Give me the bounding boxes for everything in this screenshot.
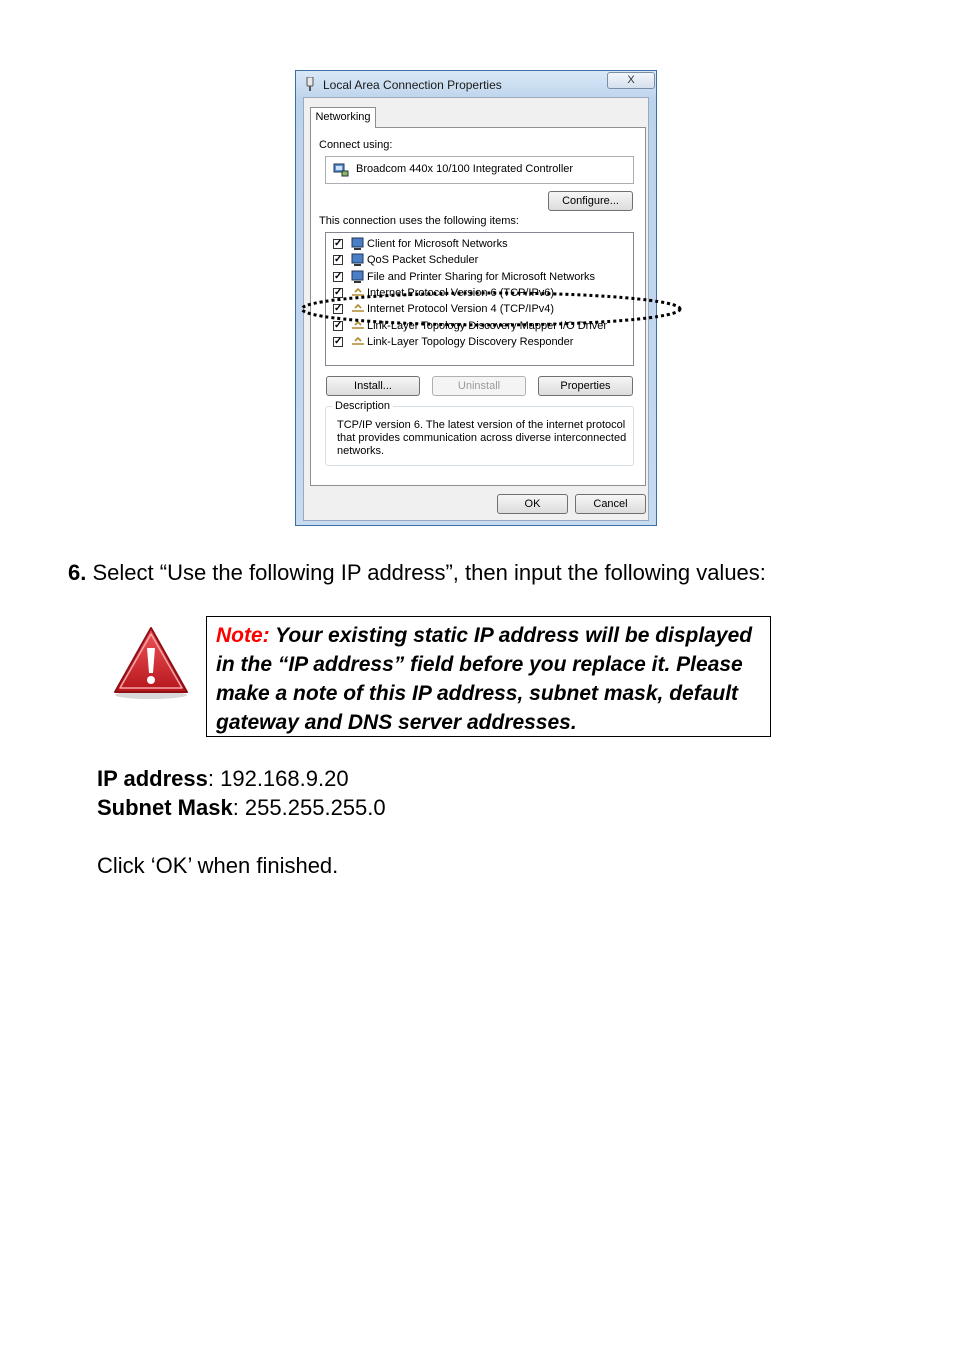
note-box xyxy=(206,616,771,737)
item-label: Link-Layer Topology Discovery Mapper I/O Driver xyxy=(367,320,608,332)
ok-button[interactable]: OK xyxy=(497,494,568,514)
item-label: Internet Protocol Version 4 (TCP/IPv4) xyxy=(367,303,555,315)
network-service-icon xyxy=(351,253,365,267)
ip-address-key: IP address xyxy=(97,766,208,791)
ip-address-value: : 192.168.9.20 xyxy=(207,766,349,791)
cancel-button[interactable]: Cancel xyxy=(575,494,646,514)
tab-networking[interactable]: Networking xyxy=(310,107,376,128)
finish-instruction: Click ‘OK’ when finished. xyxy=(97,853,339,878)
description-text: TCP/IP version 6. The latest version of the internet protocol that provides communication across diverse interconnected networks. xyxy=(337,419,627,457)
highlight-ellipse xyxy=(300,287,682,328)
subnet-mask-key: Subnet Mask xyxy=(97,795,233,820)
properties-button[interactable]: Properties xyxy=(538,376,633,396)
item-label: Internet Protocol Version 6 (TCP/IPv6) xyxy=(367,287,555,299)
list-item[interactable] xyxy=(333,335,628,351)
install-button[interactable]: Install... xyxy=(326,376,420,396)
step-text: Select “Use the following IP address”, then input the following values: xyxy=(92,560,766,585)
network-service-icon xyxy=(351,270,365,284)
protocol-icon xyxy=(351,335,365,349)
item-checkbox[interactable]: ✓ xyxy=(334,320,343,331)
dialog-titlebar xyxy=(296,71,656,97)
item-checkbox[interactable]: ✓ xyxy=(334,271,343,282)
item-label: QoS Packet Scheduler xyxy=(367,254,479,266)
item-checkbox[interactable]: ✓ xyxy=(334,254,343,265)
description-group xyxy=(325,400,634,466)
item-label: Link-Layer Topology Discovery Responder xyxy=(367,336,574,348)
item-checkbox[interactable]: ✓ xyxy=(334,303,343,314)
connect-using-label: Connect using: xyxy=(319,139,393,151)
note-text: Your existing static IP address will be displayed in the “IP address” field before you replace it. Please make a note of this IP address, subnet mask, default gateway and DNS server addresses. xyxy=(216,624,753,734)
configure-button[interactable]: Configure... xyxy=(548,191,633,211)
warning-icon xyxy=(112,624,190,700)
item-label: Client for Microsoft Networks xyxy=(367,238,508,250)
item-checkbox[interactable]: ✓ xyxy=(334,336,343,347)
uninstall-button[interactable]: Uninstall xyxy=(432,376,526,396)
network-adapter-icon xyxy=(333,162,349,178)
adapter-field xyxy=(325,156,634,184)
description-label: Description xyxy=(332,400,393,412)
step-number: 6. xyxy=(68,560,87,585)
network-client-icon xyxy=(351,237,365,251)
items-label: This connection uses the following items: xyxy=(319,215,519,227)
list-item[interactable] xyxy=(333,253,628,269)
close-icon: X xyxy=(627,74,635,86)
close-button[interactable] xyxy=(607,72,655,89)
ip-address-line xyxy=(97,766,349,792)
subnet-mask-line xyxy=(97,795,386,821)
network-connection-icon xyxy=(305,77,315,91)
item-checkbox[interactable]: ✓ xyxy=(334,287,343,298)
subnet-mask-value: : 255.255.255.0 xyxy=(232,795,386,820)
item-checkbox[interactable]: ✓ xyxy=(334,238,343,249)
adapter-name: Broadcom 440x 10/100 Integrated Controller xyxy=(356,163,574,175)
list-item[interactable] xyxy=(333,270,628,286)
dialog-title: Local Area Connection Properties xyxy=(323,78,502,92)
item-label: File and Printer Sharing for Microsoft Networks xyxy=(367,271,596,283)
step-6 xyxy=(68,560,766,586)
list-item[interactable] xyxy=(333,237,628,253)
note-label: Note: xyxy=(216,624,270,647)
